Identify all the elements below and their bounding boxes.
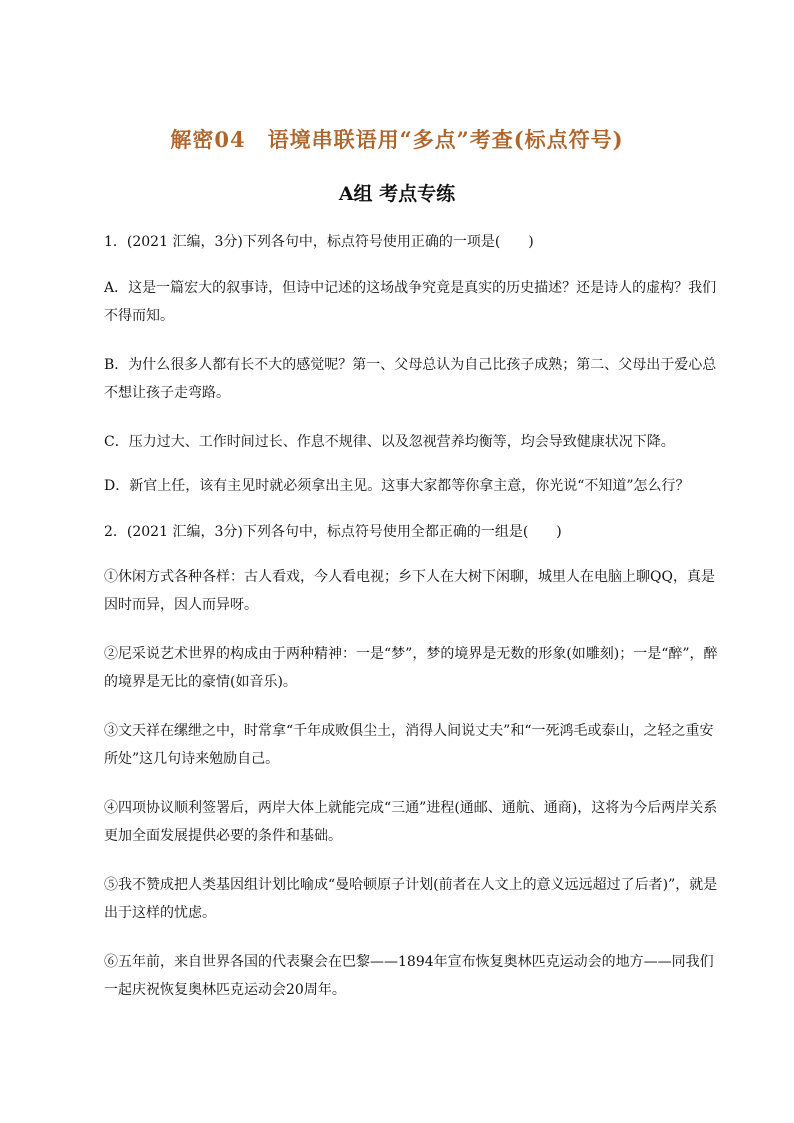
question-2-stem: 2．(2021 汇编，3分)下列各句中，标点符号使用全都正确的一组是( ) xyxy=(104,524,562,540)
question-1-option-c: C．压力过大、工作时间过长、作息不规律、以及忽视营养均衡等，均会导致健康状况下降。 xyxy=(104,434,675,450)
group-heading: A组 考点专练 xyxy=(338,183,456,205)
document-title: 解密04 语境串联语用“多点”考查(标点符号) xyxy=(170,127,624,152)
question-2-item-3: ③文天祥在缧绁之中，时常拿“千年成败俱尘土，消得人间说丈夫”和“一死鸿毛或泰山，之轻之重安所处”这几句诗来勉励自己。 xyxy=(104,723,714,767)
question-2-item-4: ④四项协议顺利签署后，两岸大体上就能完成“三通”进程(通邮、通航、通商)，这将为今后两岸关系更加全面发展提供必要的条件和基础。 xyxy=(104,800,718,844)
question-1-option-d: D．新官上任，该有主见时就必须拿出主见。这事大家都等你拿主意，你光说“不知道”怎么行？ xyxy=(104,478,690,494)
question-2-item-2: ②尼采说艺术世界的构成由于两种精神：一是“梦”，梦的境界是无数的形象(如雕刻)；一是“醉”，醉的境界是无比的豪情(如音乐)。 xyxy=(104,646,718,690)
question-1-stem: 1．(2021 汇编，3分)下列各句中，标点符号使用正确的一项是( ) xyxy=(104,234,534,250)
question-1-option-a: A．这是一篇宏大的叙事诗，但诗中记述的这场战争究竟是真实的历史描述？还是诗人的虚构？我们不得而知。 xyxy=(104,280,717,324)
question-2-item-5: ⑤我不赞成把人类基因组计划比喻成“曼哈顿原子计划(前者在人文上的意义远远超过了后者)”，就是出于这样的忧虑。 xyxy=(104,877,718,921)
question-2-item-1: ①休闲方式各种各样：古人看戏，今人看电视；乡下人在大树下闲聊，城里人在电脑上聊QQ，真是因时而异，因人而异呀。 xyxy=(104,569,715,613)
question-2-item-6: ⑥五年前，来自世界各国的代表聚会在巴黎——1894年宣布恢复奥林匹克运动会的地方——同我们一起庆祝恢复奥林匹克运动会20周年。 xyxy=(104,954,714,998)
question-1-option-b: B．为什么很多人都有长不大的感觉呢？第一、父母总认为自己比孩子成熟；第二、父母出于爱心总不想让孩子走弯路。 xyxy=(104,357,717,401)
